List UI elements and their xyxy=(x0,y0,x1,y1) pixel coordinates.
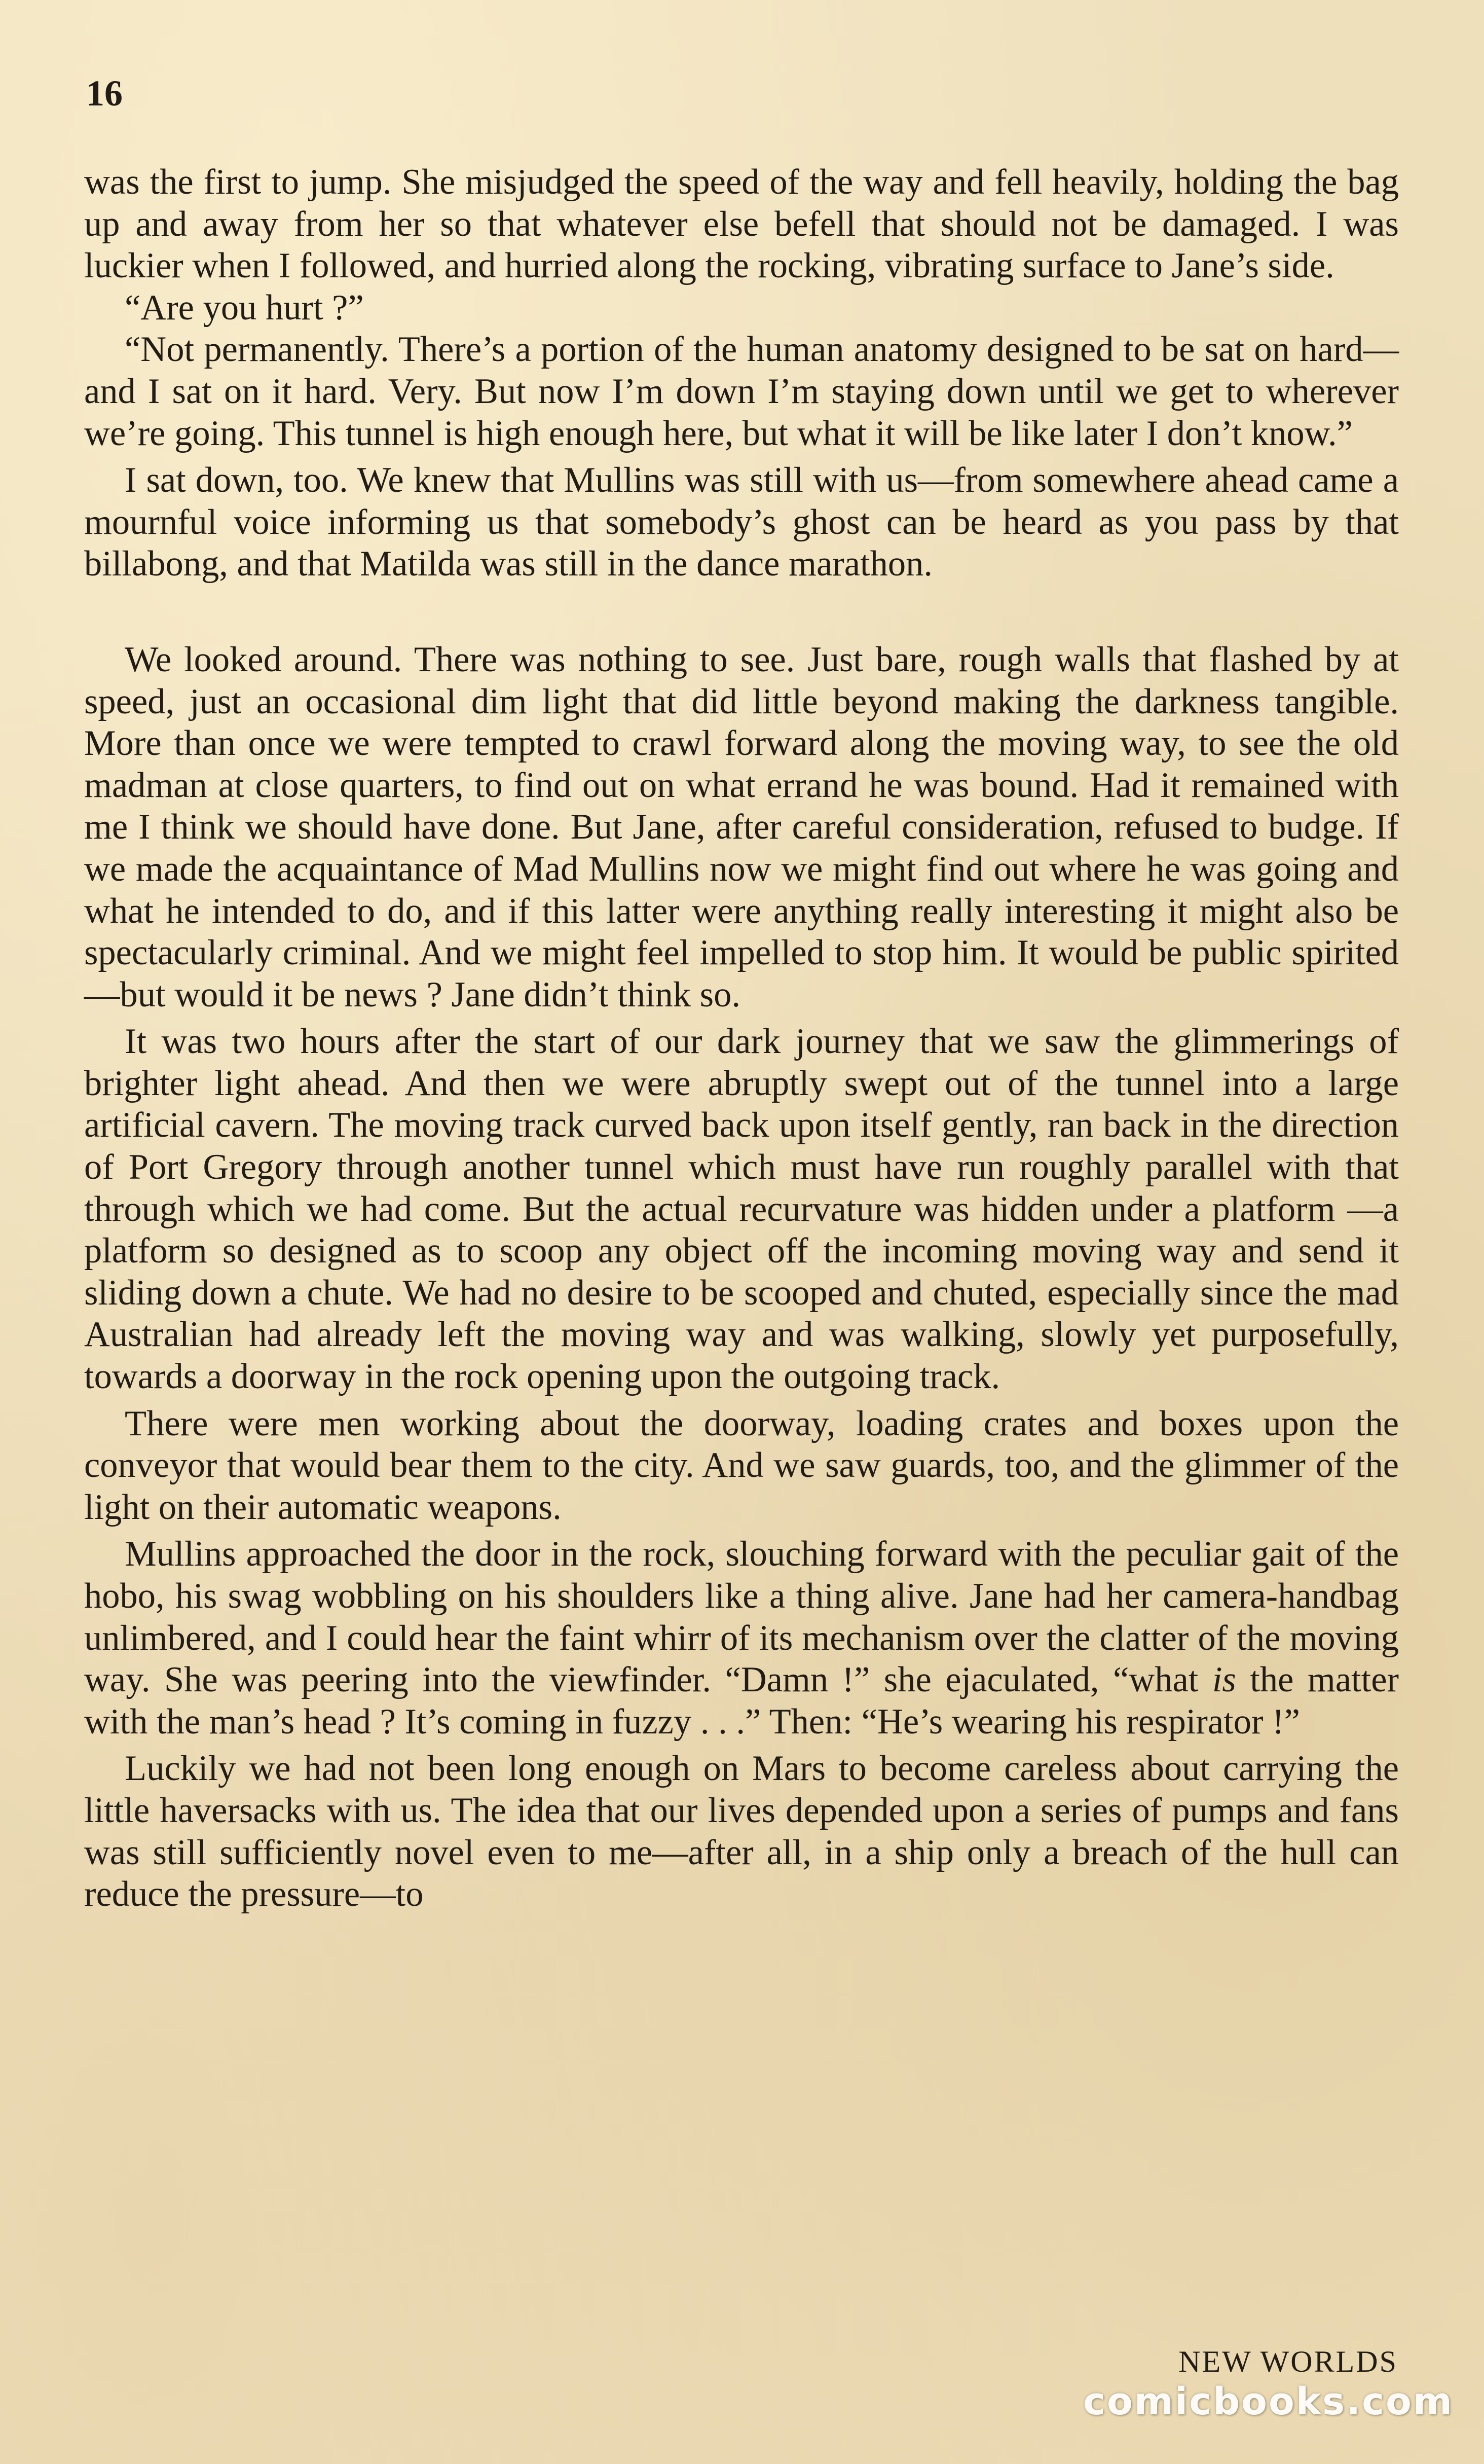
paragraph: was the first to jump. She misjudged the speed of the way and fell heavily, holding the bag up and away from her so that whatever else befell that should not be damaged. I was luckier when I followed, and hurried along the rocking, vibrating surface to Jane’s side. xyxy=(84,162,1399,286)
paragraph: “Are you hurt ?” xyxy=(125,287,364,328)
paragraph: Luckily we had not been long enough on Mars to become careless about carrying the little haversacks with us. The idea that our lives depended upon a series of pumps and fans was still sufficiently novel even to me—after all, in a ship only a breach of the hull can reduce the pressure—to xyxy=(84,1749,1399,1914)
paragraph: There were men working about the doorway, loading crates and boxes upon the conveyor that would bear them to the city. And we saw guards, too, and the glimmer of the light on their automatic weapons. xyxy=(84,1403,1399,1527)
page-number: 16 xyxy=(86,73,123,114)
paragraph-text: Mullins approached the door in the rock, slouching forward with the peculiar gait of the hobo, his swag wobbling on his shoulders like a thing alive. Jane had her camera-handbag unlimbered, and I could hear the faint whirr of its mechanism over the clatter of the moving way. She was peering into the viewfinder. “Damn !” she ejaculated, “what xyxy=(84,1534,1399,1700)
paragraph: I sat down, too. We knew that Mullins was still with us—from somewhere ahead came a mournful voice informing us that somebody’s ghost can be heard as you pass by that billabong, and that Matilda was still in the dance marathon. xyxy=(84,460,1399,584)
emphasized-word: is xyxy=(1212,1660,1236,1700)
watermark: comicbooks.com xyxy=(1083,2380,1454,2423)
running-footer: NEW WORLDS xyxy=(1178,2345,1398,2378)
body-text xyxy=(84,161,1399,1915)
paragraph-text: the matter with the man’s head ? It’s coming in fuzzy . . .” Then: “He’s wearing his respirator !” xyxy=(84,1660,1399,1742)
paragraph: “Not permanently. There’s a portion of the human anatomy designed to be sat on hard—and I sat on it hard. Very. But now I’m down I’m staying down until we get to wherever we’re going. This tunnel is high enough here, but what it will be like later I don’t know.” xyxy=(84,330,1399,453)
paragraph xyxy=(84,1533,1399,1743)
paragraph: It was two hours after the start of our dark journey that we saw the glimmerings of brighter light ahead. And then we were abruptly swept out of the tunnel into a large artificial cavern. The moving track curved back upon itself gently, ran back in the direction of Port Gregory through another tunnel which must have run roughly parallel with that through which we had come. But the actual recurvature was hidden under a platform —a platform so designed as to scoop any object off the incoming moving way and send it sliding down a chute. We had no desire to be scooped and chuted, especially since the mad Australian had already left the moving way and was walking, slowly yet purposefully, towards a doorway in the rock opening upon the outgoing track. xyxy=(84,1022,1399,1397)
paragraph: We looked around. There was nothing to see. Just bare, rough walls that flashed by at speed, just an occasional dim light that did little beyond making the darkness tangible. More than once we were tempted to crawl forward along the moving way, to see the old madman at close quarters, to find out on what errand he was bound. Had it remained with me I think we should have done. But Jane, after careful consideration, refused to budge. If we made the acquaintance of Mad Mullins now we might find out where he was going and what he intended to do, and if this latter were anything really interesting it might also be spectacularly criminal. And we might feel impelled to stop him. It would be public spirited—but would it be news ? Jane didn’t think so. xyxy=(84,639,1399,1014)
